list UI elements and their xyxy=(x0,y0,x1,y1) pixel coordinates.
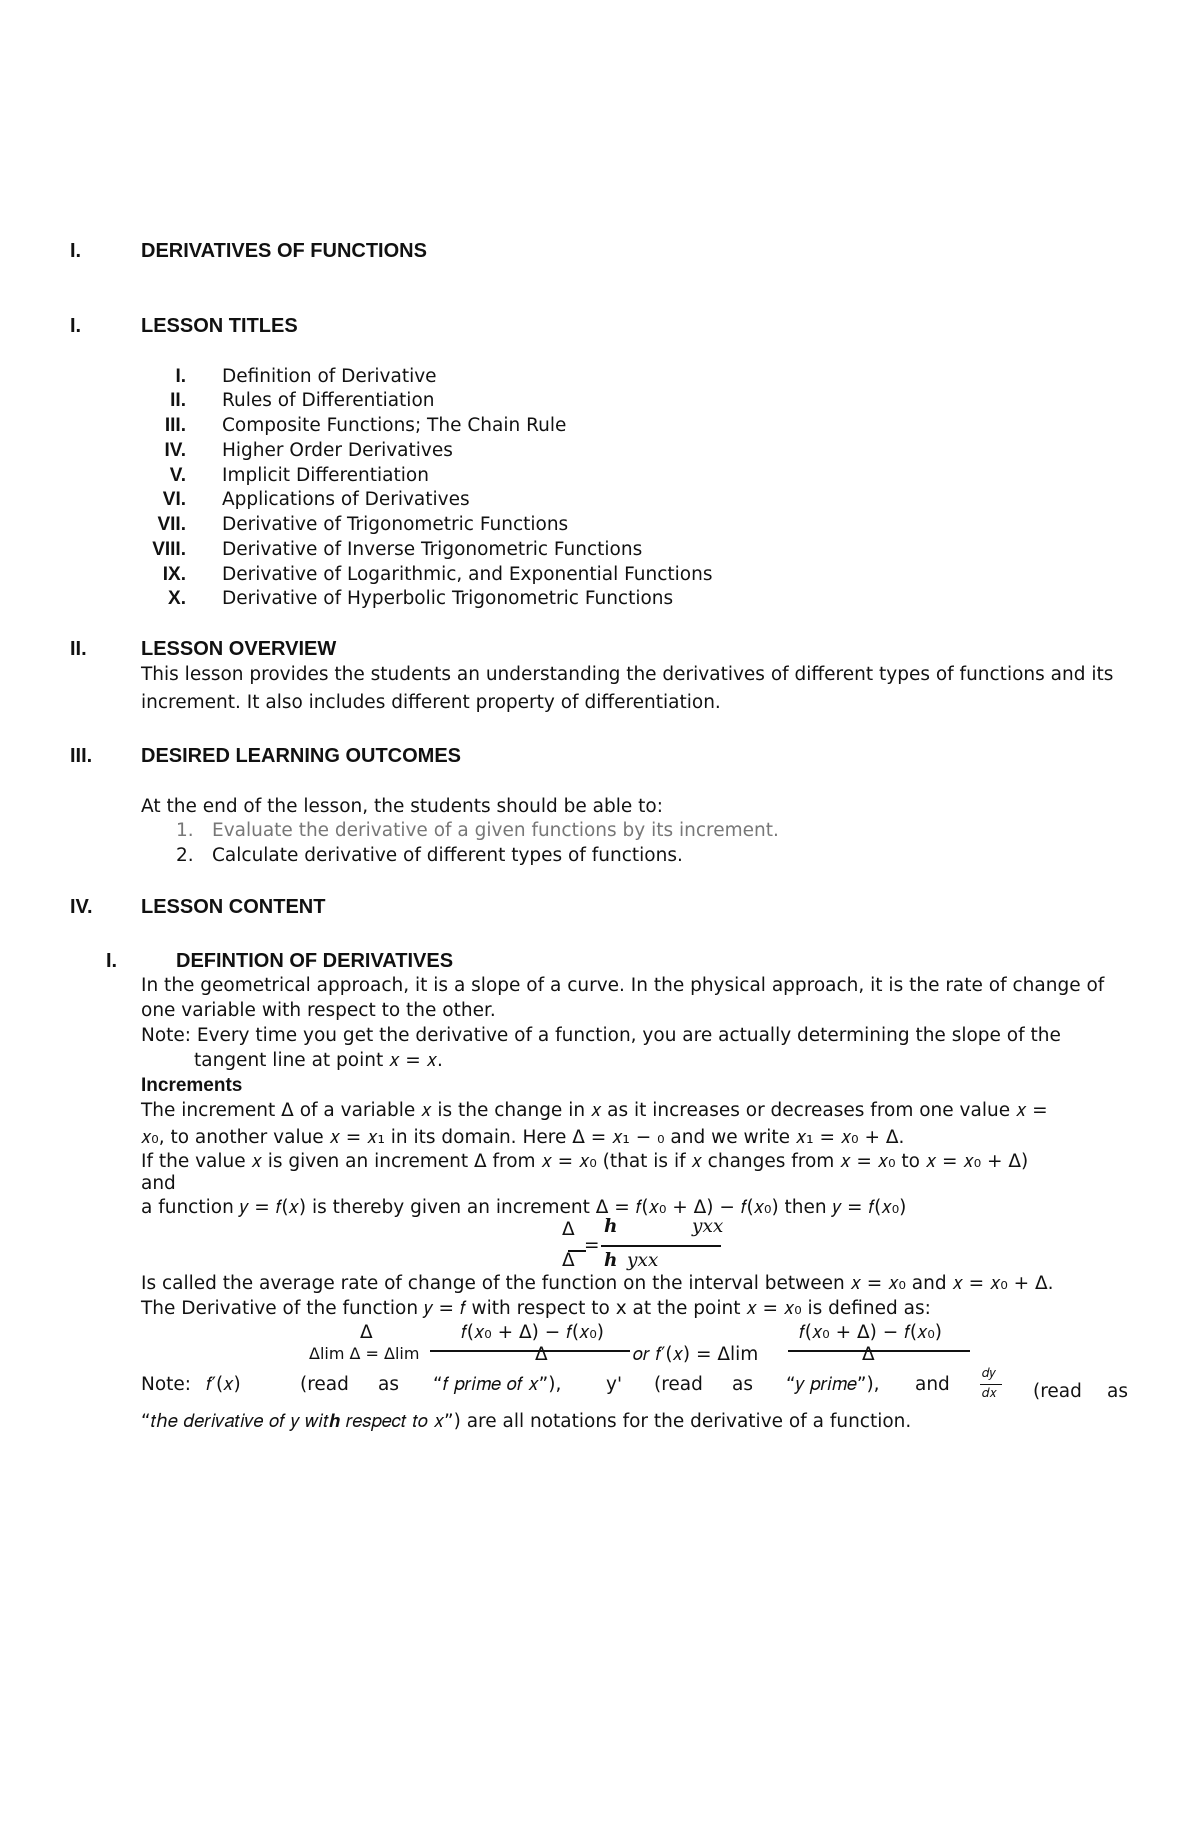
list-item: Rules of Differentiation xyxy=(222,390,435,411)
equals-sign: = xyxy=(584,1235,600,1256)
limit-denominator: Δ xyxy=(535,1344,548,1365)
list-item: Derivative of Inverse Trigonometric Functions xyxy=(222,539,643,560)
lesson-titles-number: I. xyxy=(70,315,82,337)
list-item-number: II. xyxy=(170,390,186,411)
note-word: “𝑦 𝑝𝑟𝑖𝑚𝑒”), xyxy=(786,1374,880,1395)
outcomes-heading: DESIRED LEARNING OUTCOMES xyxy=(141,745,462,767)
list-item-number: X. xyxy=(168,588,186,609)
overview-number: II. xyxy=(70,638,87,660)
list-item: Applications of Derivatives xyxy=(222,489,470,510)
note-word: as xyxy=(1107,1381,1128,1402)
increments-heading: Increments xyxy=(141,1075,243,1096)
overview-text-line: increment. It also includes different property of differentiation. xyxy=(141,692,721,713)
limit-expression: 𝑜𝑟 𝑓′(𝑥) = Δlim xyxy=(633,1344,759,1365)
paragraph-line: The increment Δ of a variable 𝑥 is the change in 𝑥 as it increases or decreases from one value 𝑥 = xyxy=(141,1100,1048,1121)
list-item: Implicit Differentiation xyxy=(222,465,429,486)
outcome-number: 1. xyxy=(176,820,194,841)
main-heading: DERIVATIVES OF FUNCTIONS xyxy=(141,240,427,262)
note-label: Note: xyxy=(141,1374,192,1395)
fraction-bar xyxy=(430,1350,630,1352)
outcomes-intro: At the end of the lesson, the students should be able to: xyxy=(141,796,663,817)
fraction-bar xyxy=(788,1350,970,1352)
subsection-heading: DEFINTION OF DERIVATIVES xyxy=(176,950,454,972)
subsection-number: I. xyxy=(106,950,118,972)
dy-dx-numerator: 𝑑𝑦 xyxy=(982,1366,996,1381)
fraction-numerator: 𝑦𝑥𝑥 xyxy=(692,1216,724,1237)
note-line: “𝑡ℎ𝑒 𝑑𝑒𝑟𝑖𝑣𝑎𝑡𝑖𝑣𝑒 𝑜𝑓 𝑦 𝑤𝑖𝑡𝒉 𝑟𝑒𝑠𝑝𝑒𝑐𝑡 𝑡𝑜 𝑥”) are all notations for the derivative of a function. xyxy=(141,1411,912,1432)
list-item: Derivative of Logarithmic, and Exponential Functions xyxy=(222,564,713,585)
note-line: tangent line at point 𝑥 = 𝑥. xyxy=(194,1050,443,1071)
content-heading: LESSON CONTENT xyxy=(141,896,326,918)
list-item: Composite Functions; The Chain Rule xyxy=(222,415,567,436)
paragraph-line: Is called the average rate of change of the function on the interval between 𝑥 = 𝑥₀ and 𝑥 = 𝑥₀ + Δ. xyxy=(141,1273,1054,1294)
list-item: Definition of Derivative xyxy=(222,366,437,387)
limit-numerator: 𝑓(𝑥₀ + Δ) − 𝑓(𝑥₀) xyxy=(799,1322,942,1343)
paragraph-line: The Derivative of the function 𝑦 = 𝑓 with respect to x at the point 𝑥 = 𝑥₀ is defined as: xyxy=(141,1298,931,1319)
notation: y' xyxy=(606,1374,623,1395)
list-item: Higher Order Derivatives xyxy=(222,440,453,461)
fraction-bar xyxy=(601,1245,721,1247)
list-item: Derivative of Hyperbolic Trigonometric Functions xyxy=(222,588,674,609)
main-heading-number: I. xyxy=(70,240,82,262)
overview-heading: LESSON OVERVIEW xyxy=(141,638,337,660)
list-item-number: IV. xyxy=(164,440,186,461)
list-item-number: I. xyxy=(175,366,186,387)
note-word: as xyxy=(378,1374,399,1395)
limit-denominator: Δ xyxy=(862,1344,875,1365)
list-item-number: VIII. xyxy=(152,539,186,560)
limit-expression: Δlim Δ = Δlim xyxy=(309,1344,420,1363)
fraction-denominator: 𝒉 xyxy=(604,1250,618,1271)
limit-numerator: Δ xyxy=(360,1322,373,1343)
list-item: Derivative of Trigonometric Functions xyxy=(222,514,569,535)
note-word: (read xyxy=(1033,1381,1082,1402)
overview-text-line: This lesson provides the students an understanding the derivatives of different types of functions and its xyxy=(141,664,1114,685)
note-word: “𝑓 𝑝𝑟𝑖𝑚𝑒 𝑜𝑓 𝑥”), xyxy=(433,1374,562,1395)
paragraph-line: and xyxy=(141,1173,176,1194)
content-number: IV. xyxy=(70,896,93,918)
notation: 𝑓′(𝑥) xyxy=(206,1374,241,1395)
outcome-item: Evaluate the derivative of a given functions by its increment. xyxy=(212,820,779,841)
paragraph-line: one variable with respect to the other. xyxy=(141,1000,496,1021)
note-word: and xyxy=(915,1374,950,1395)
fraction-numerator: Δ xyxy=(562,1219,575,1240)
list-item-number: IX. xyxy=(162,564,186,585)
note-word: (read xyxy=(300,1374,349,1395)
paragraph-line: In the geometrical approach, it is a slope of a curve. In the physical approach, it is the rate of change of xyxy=(141,975,1105,996)
fraction-denominator: 𝑦𝑥𝑥 xyxy=(627,1250,659,1271)
outcome-number: 2. xyxy=(176,845,194,866)
list-item-number: VI. xyxy=(162,489,186,510)
list-item-number: III. xyxy=(164,415,186,436)
list-item-number: V. xyxy=(169,465,186,486)
note-line: Note: Every time you get the derivative of a function, you are actually determining the slope of the xyxy=(141,1025,1061,1046)
list-item-number: VII. xyxy=(157,514,186,535)
outcomes-number: III. xyxy=(70,745,93,767)
fraction-numerator: 𝒉 xyxy=(604,1216,618,1237)
note-word: (read xyxy=(654,1374,703,1395)
dy-dx-denominator: 𝑑𝑥 xyxy=(982,1386,997,1401)
fraction-bar xyxy=(980,1384,1002,1385)
paragraph-line: If the value 𝑥 is given an increment Δ from 𝑥 = 𝑥₀ (that is if 𝑥 changes from 𝑥 = 𝑥₀ to 𝑥 = 𝑥₀ + Δ) xyxy=(141,1151,1029,1172)
lesson-titles-heading: LESSON TITLES xyxy=(141,315,298,337)
paragraph-line: a function 𝑦 = 𝑓(𝑥) is thereby given an increment Δ = 𝑓(𝑥₀ + Δ) − 𝑓(𝑥₀) then 𝑦 = 𝑓(𝑥₀) xyxy=(141,1197,907,1218)
paragraph-line: 𝑥₀, to another value 𝑥 = 𝑥₁ in its domain. Here Δ = 𝑥₁ − ₀ and we write 𝑥₁ = 𝑥₀ + Δ. xyxy=(141,1127,905,1148)
outcome-item: Calculate derivative of different types of functions. xyxy=(212,845,683,866)
note-word: as xyxy=(732,1374,753,1395)
fraction-denominator: Δ xyxy=(562,1250,575,1271)
limit-numerator: 𝑓(𝑥₀ + Δ) − 𝑓(𝑥₀) xyxy=(461,1322,604,1343)
